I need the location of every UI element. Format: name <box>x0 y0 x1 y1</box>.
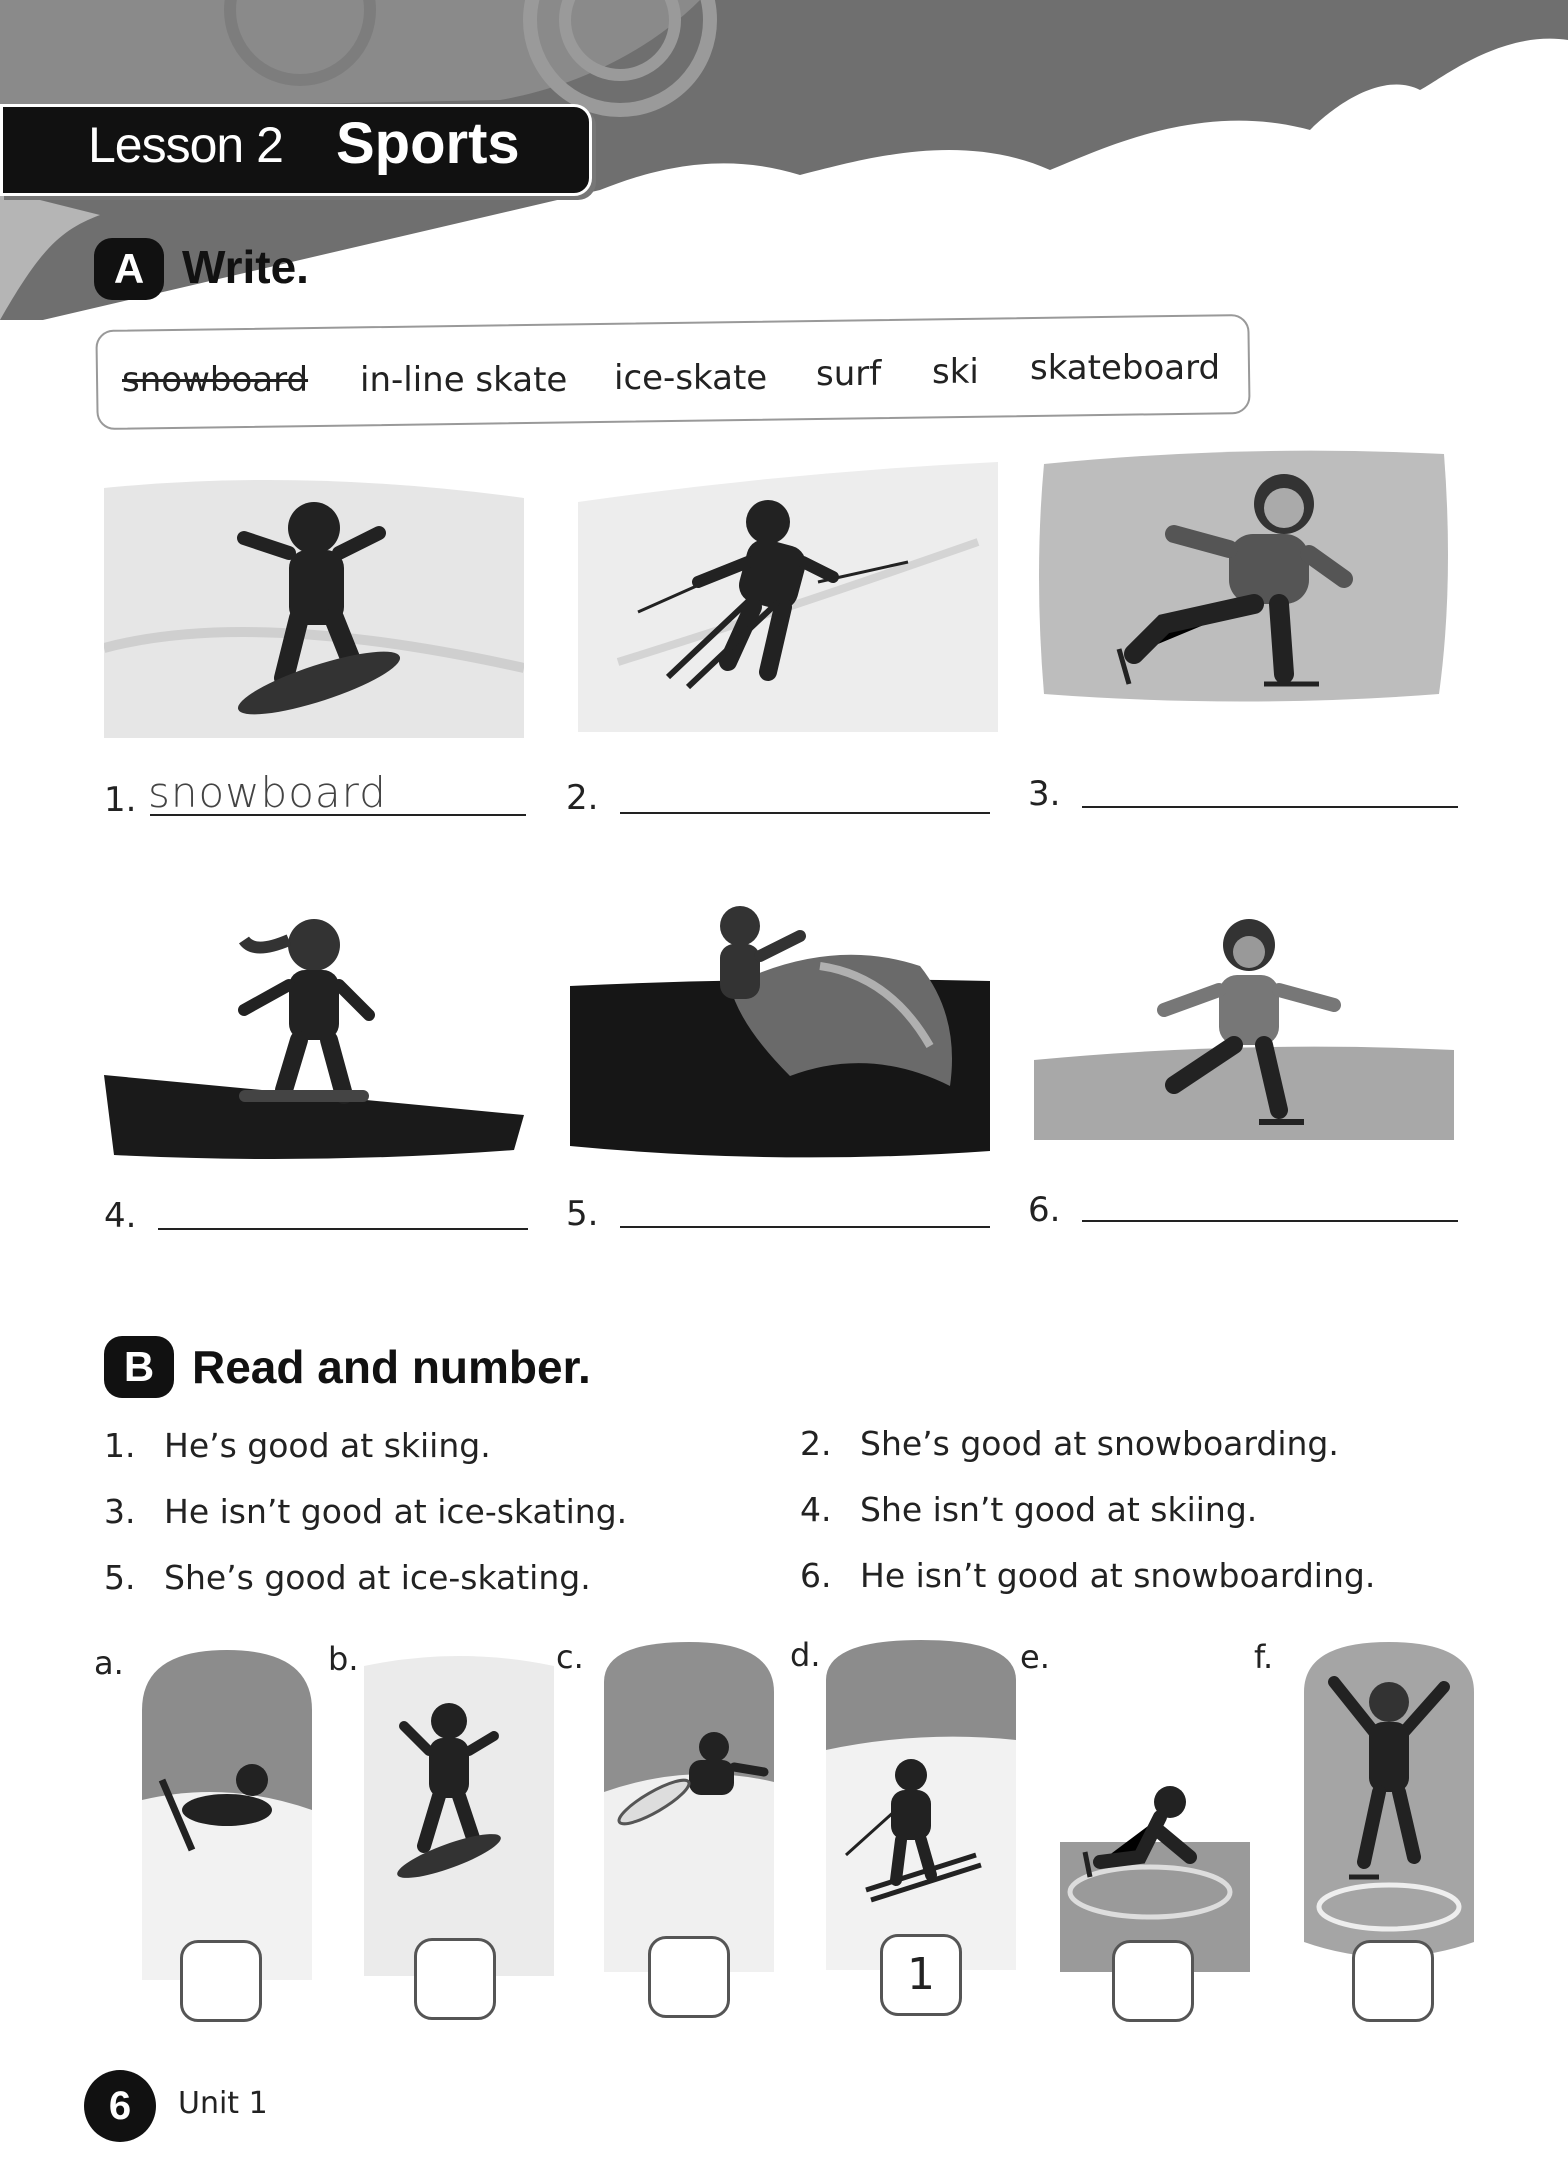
ice-skating-icon <box>1034 444 1454 714</box>
section-b-title: Read and number. <box>192 1341 591 1393</box>
lesson-label: Lesson 2 <box>88 117 283 173</box>
answer-box[interactable] <box>648 1936 730 2018</box>
sentence-text: He isn’t good at ice-skating. <box>164 1492 628 1531</box>
picture-letter: a. <box>94 1644 124 1682</box>
sentence-number: 6. <box>800 1556 832 1595</box>
sentence-number: 2. <box>800 1424 832 1463</box>
sentence <box>104 1558 591 1597</box>
sentence-number: 4. <box>800 1490 832 1529</box>
section-a-badge: A <box>94 238 164 300</box>
fallen-skier-icon <box>132 1650 322 1980</box>
lesson-topic: Sports <box>336 111 520 176</box>
falling-snowboarder-icon <box>594 1642 784 1972</box>
answer-line[interactable] <box>620 1226 990 1228</box>
word-bank-item: in-line skate <box>360 360 568 400</box>
picture-letter: b. <box>328 1640 359 1678</box>
picture-letter: e. <box>1020 1638 1050 1676</box>
inline-skating-icon <box>1034 870 1454 1140</box>
skier-icon <box>826 1640 1016 1970</box>
sentence-text: She’s good at ice-skating. <box>164 1558 591 1597</box>
sentence <box>800 1490 1257 1529</box>
sentence <box>104 1492 627 1531</box>
section-a-title: Write. <box>182 241 309 293</box>
item-number: 6. <box>1028 1190 1061 1230</box>
fallen-ice-skater-icon <box>1060 1642 1250 1972</box>
item-number: 1. <box>104 780 137 820</box>
section-b-badge: B <box>104 1336 174 1398</box>
answer-line[interactable] <box>620 812 990 814</box>
page-number: 6 <box>84 2070 156 2142</box>
ice-skater-icon <box>1294 1642 1484 1972</box>
surfing-icon <box>570 896 990 1166</box>
answer-box[interactable] <box>180 1940 262 2022</box>
answer-text: snowboard <box>148 768 387 817</box>
answer-line[interactable] <box>158 1228 528 1230</box>
word-bank-item: surf <box>816 354 882 394</box>
skiing-icon <box>578 462 998 732</box>
item-number: 2. <box>566 778 599 818</box>
answer-box[interactable] <box>1112 1940 1194 2022</box>
unit-label: Unit 1 <box>178 2086 268 2121</box>
picture-letter: c. <box>556 1638 584 1676</box>
answer-box[interactable] <box>414 1938 496 2020</box>
sentence-text: She’s good at snowboarding. <box>860 1424 1339 1463</box>
picture-letter: f. <box>1254 1638 1274 1676</box>
sentence-text: She isn’t good at skiing. <box>860 1490 1258 1529</box>
sentence <box>800 1424 1339 1463</box>
sentence-text: He’s good at skiing. <box>164 1426 491 1465</box>
picture-letter: d. <box>790 1636 821 1674</box>
item-number: 5. <box>566 1194 599 1234</box>
answer-line[interactable] <box>150 814 526 816</box>
item-number: 4. <box>104 1196 137 1236</box>
item-number: 3. <box>1028 774 1061 814</box>
sentence-text: He isn’t good at snowboarding. <box>860 1556 1376 1595</box>
answer-line[interactable] <box>1082 806 1458 808</box>
sentence-number: 1. <box>104 1426 136 1465</box>
word-bank-item: ski <box>932 352 979 392</box>
skateboarding-icon <box>104 890 524 1160</box>
sentence <box>104 1426 491 1465</box>
snowboarder-icon <box>364 1646 554 1976</box>
answer-box[interactable] <box>1352 1940 1434 2022</box>
snowboarding-icon <box>104 468 524 738</box>
word-bank-item: skateboard <box>1030 348 1221 388</box>
word-bank-item: snowboard <box>122 360 309 400</box>
sentence-number: 3. <box>104 1492 136 1531</box>
answer-box[interactable]: 1 <box>880 1934 962 2016</box>
sentence-number: 5. <box>104 1558 136 1597</box>
sentence <box>800 1556 1375 1595</box>
word-bank-item: ice-skate <box>614 358 768 398</box>
answer-line[interactable] <box>1082 1220 1458 1222</box>
